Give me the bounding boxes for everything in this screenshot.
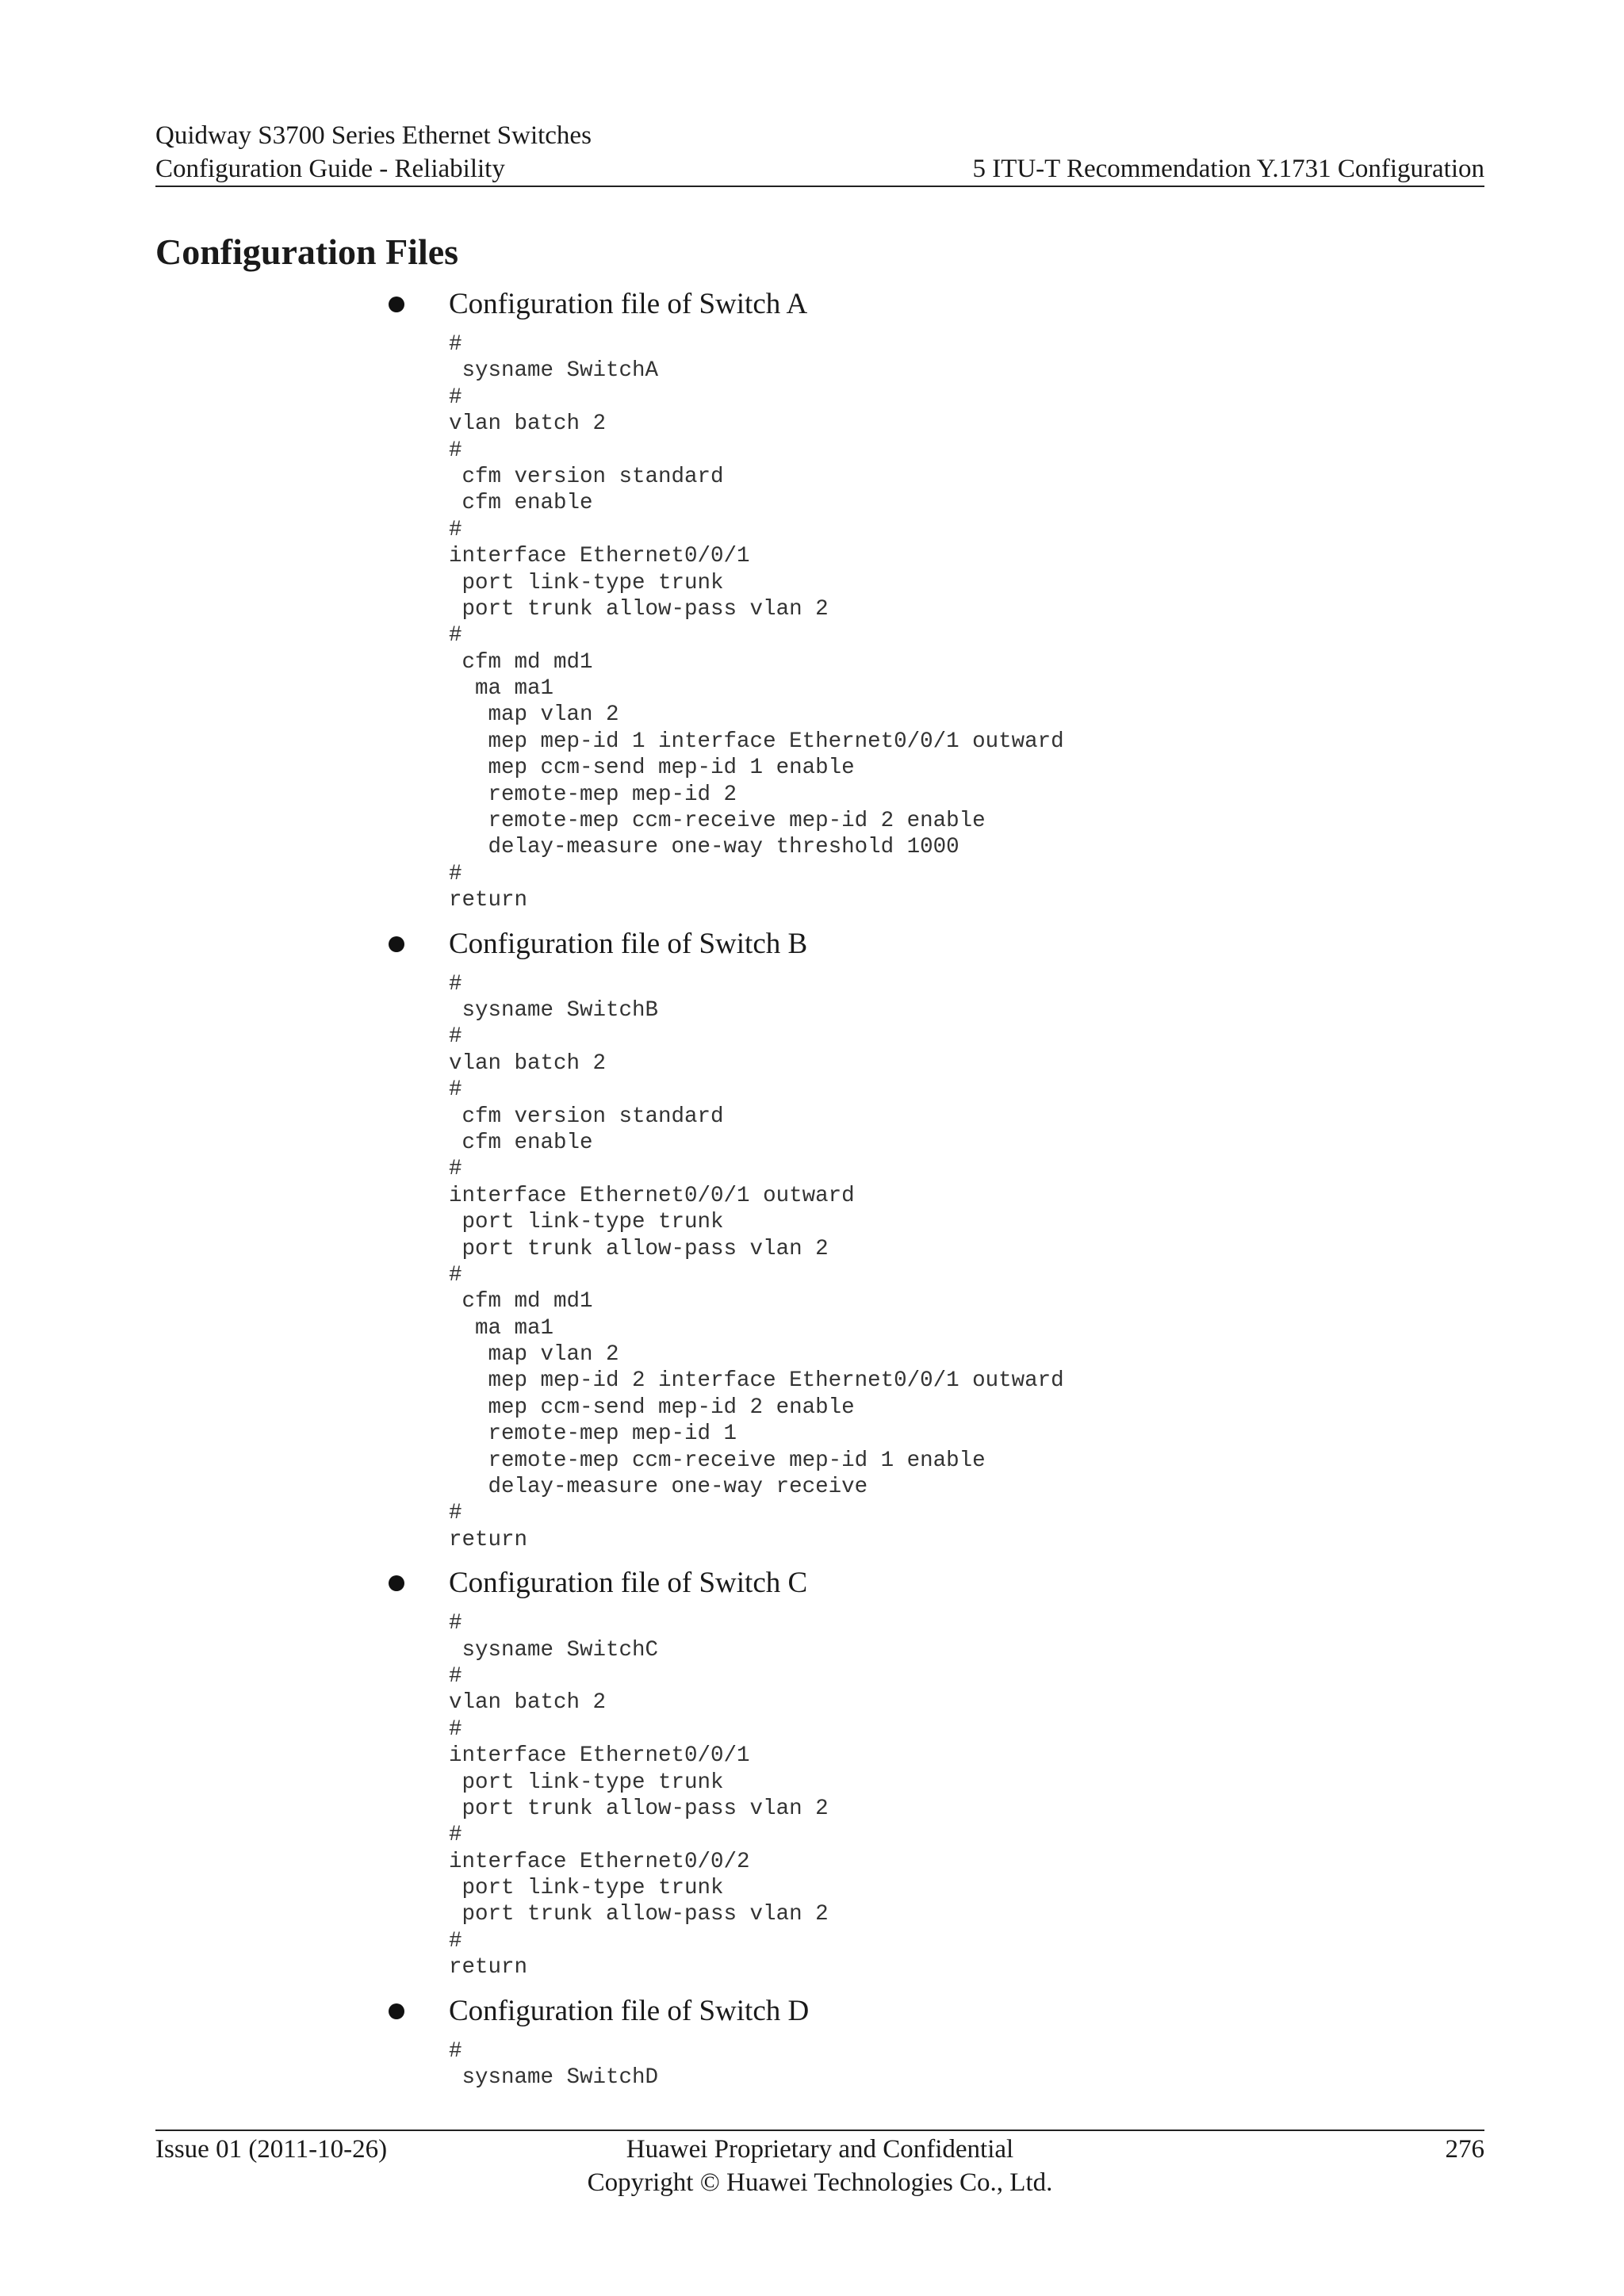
config-code-block [449, 1610, 1483, 1980]
config-code-block [449, 331, 1483, 914]
config-label: Configuration file of Switch B [449, 927, 808, 960]
bullet-dot-icon [389, 297, 404, 312]
code-line: interface Ethernet0/0/1 outward [449, 1183, 855, 1208]
config-label: Configuration file of Switch C [449, 1567, 808, 1600]
code-line: sysname SwitchC [449, 1637, 659, 1663]
code-line: remote-mep mep-id 2 [449, 782, 737, 807]
code-line: port trunk allow-pass vlan 2 [449, 1236, 829, 1261]
code-line: map vlan 2 [449, 702, 619, 728]
code-line: # [449, 623, 462, 649]
config-label: Configuration file of Switch D [449, 1994, 810, 2027]
code-line: port link-type trunk [449, 570, 724, 595]
code-line: mep mep-id 1 interface Ethernet0/0/1 outward [449, 729, 1064, 754]
code-line: port link-type trunk [449, 1876, 724, 1901]
config-block-switch-d [389, 1992, 1483, 2091]
code-line: vlan batch 2 [449, 1050, 607, 1076]
code-line: # [449, 1024, 462, 1050]
code-line: sysname SwitchD [449, 2065, 659, 2091]
code-line: mep mep-id 2 interface Ethernet0/0/1 outward [449, 1368, 1064, 1394]
code-line: # [449, 1077, 462, 1103]
config-block-switch-c [389, 1564, 1483, 1980]
config-bullet-item [389, 1992, 1483, 2030]
code-line: cfm version standard [449, 464, 724, 489]
code-line: delay-measure one-way threshold 1000 [449, 835, 959, 860]
header-row-1 [155, 119, 1484, 152]
header-chapter: 5 ITU-T Recommendation Y.1731 Configuration [972, 155, 1484, 183]
code-line: port trunk allow-pass vlan 2 [449, 1796, 829, 1821]
header-guide: Configuration Guide - Reliability [155, 155, 505, 183]
header-row-2 [155, 152, 1484, 186]
code-line: cfm md md1 [449, 1289, 593, 1314]
config-block-switch-a [389, 285, 1483, 914]
footer-issue: Issue 01 (2011-10-26) [155, 2135, 388, 2164]
code-line: # [449, 1928, 462, 1954]
config-files-content [389, 285, 1483, 2091]
code-line: port trunk allow-pass vlan 2 [449, 596, 829, 622]
config-label: Configuration file of Switch A [449, 288, 808, 320]
code-line: ma ma1 [449, 1315, 554, 1341]
code-line: mep ccm-send mep-id 1 enable [449, 756, 855, 781]
code-line: port trunk allow-pass vlan 2 [449, 1902, 829, 1927]
bullet-dot-icon [389, 2003, 404, 2019]
code-line: mep ccm-send mep-id 2 enable [449, 1395, 855, 1420]
code-line: # [449, 861, 462, 886]
config-code-block [449, 971, 1483, 1554]
config-bullet-item [389, 925, 1483, 963]
code-line: return [449, 1527, 528, 1552]
footer-center [155, 2133, 1484, 2199]
code-line: cfm md md1 [449, 649, 593, 675]
code-line: port link-type trunk [449, 1770, 724, 1795]
code-line: interface Ethernet0/0/2 [449, 1849, 750, 1874]
code-line: remote-mep ccm-receive mep-id 1 enable [449, 1448, 986, 1473]
code-line: remote-mep mep-id 1 [449, 1422, 737, 1447]
code-line: cfm enable [449, 1130, 593, 1155]
footer-copyright: Copyright © Huawei Technologies Co., Ltd. [587, 2168, 1053, 2197]
code-line: ma ma1 [449, 676, 554, 702]
code-line: return [449, 1955, 528, 1980]
config-code-block [449, 2038, 1483, 2091]
code-line: # [449, 1262, 462, 1288]
code-line: map vlan 2 [449, 1342, 619, 1368]
config-block-switch-b [389, 925, 1483, 1554]
bullet-dot-icon [389, 1575, 404, 1591]
code-line: cfm enable [449, 491, 593, 516]
code-line: # [449, 1611, 462, 1636]
code-line: # [449, 385, 462, 410]
config-bullet-item [389, 1564, 1483, 1602]
code-line: return [449, 888, 528, 913]
bullet-dot-icon [389, 936, 404, 952]
header-divider [155, 186, 1484, 187]
config-bullet-item [389, 285, 1483, 323]
code-line: # [449, 1501, 462, 1526]
code-line: # [449, 332, 462, 357]
footer-divider [155, 2130, 1484, 2131]
code-line: interface Ethernet0/0/1 [449, 1743, 750, 1769]
code-line: sysname SwitchA [449, 358, 659, 384]
code-line: delay-measure one-way receive [449, 1475, 868, 1500]
code-line: # [449, 1716, 462, 1742]
code-line: cfm version standard [449, 1104, 724, 1129]
code-line: # [449, 1157, 462, 1182]
footer-page-number: 276 [1445, 2135, 1484, 2164]
code-line: # [449, 438, 462, 463]
code-line: # [449, 2038, 462, 2064]
header-product: Quidway S3700 Series Ethernet Switches [155, 121, 592, 150]
code-line: # [449, 1663, 462, 1689]
code-line: interface Ethernet0/0/1 [449, 544, 750, 569]
code-line: # [449, 517, 462, 542]
page-header [155, 119, 1484, 186]
code-line: vlan batch 2 [449, 411, 607, 437]
code-line: # [449, 1823, 462, 1848]
code-line: remote-mep ccm-receive mep-id 2 enable [449, 809, 986, 834]
section-title: Configuration Files [155, 232, 459, 272]
code-line: # [449, 971, 462, 997]
code-line: sysname SwitchB [449, 997, 659, 1023]
footer-proprietary: Huawei Proprietary and Confidential [626, 2135, 1014, 2164]
code-line: vlan batch 2 [449, 1690, 607, 1716]
code-line: port link-type trunk [449, 1210, 724, 1235]
